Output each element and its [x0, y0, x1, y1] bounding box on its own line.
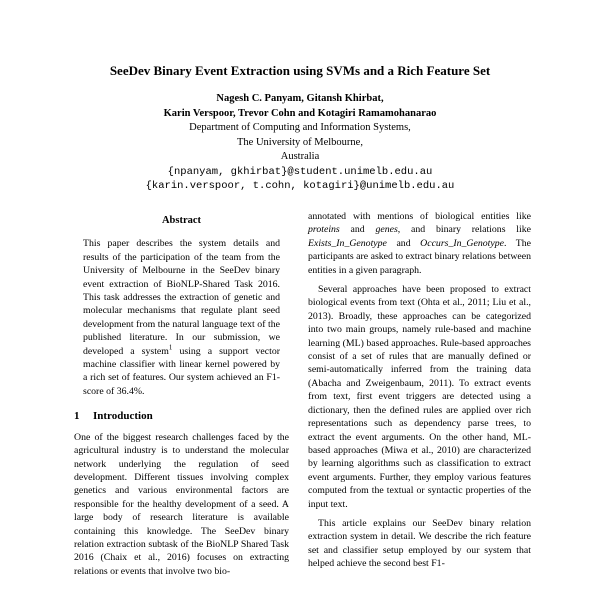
term-genes: genes [375, 224, 398, 236]
affiliation-country: Australia [280, 151, 320, 162]
author-line-1: Nagesh C. Panyam, Gitansh Khirbat, [216, 93, 384, 104]
left-column [74, 210, 289, 578]
author-block [0, 92, 600, 194]
text-run: and [339, 224, 376, 236]
right-column [308, 210, 531, 571]
term-exists-in-genotype: Exists_In_Genotype [308, 237, 387, 249]
section-heading-introduction [74, 410, 289, 423]
text-run: . The participants are asked to extract binary relations between entities in a given paragraph. [308, 237, 532, 276]
abstract-text-continued: using a support vector machine classifier with linear kernel powered by a rich set of features. Our system achieved an F1-score of 36.4%. [83, 345, 280, 397]
paragraph-task-description [308, 210, 531, 277]
section-number: 1 [74, 410, 80, 423]
author-line-2: Karin Verspoor, Trevor Cohn and Kotagiri Ramamohanarao [163, 107, 437, 119]
term-proteins: proteins [308, 224, 340, 236]
paper-title: SeeDev Binary Event Extraction using SVMs and a Rich Feature Set [109, 63, 491, 78]
abstract-body [83, 237, 280, 398]
text-run: annotated with mentions of biological entities like [308, 211, 531, 222]
paragraph-approaches: Several approaches have been proposed to extract biological events from text (Ohta et al., 2011; Liu et al., 2013). Broadly, these approaches can be categorized into two main groups, namely rule-based and machine learning (ML) based approaches. Rule-based approaches consist of a set of rules that are manually defined or semi-automatically inferred from the training data (Abacha and Zweigenbaum, 2011). To extract events from text, first event triggers are detected using a dictionary, then the defined rules are applied over rich representations such as dependency parse trees, to extract the event arguments. On the other hand, ML-based approaches (Miwa et al., 2010) are characterized by learning algorithms such as classification to extract event arguments. Further, they employ various features computed from the textual or syntactic properties of the input text. [308, 284, 531, 510]
abstract-heading: Abstract [161, 215, 202, 226]
abstract-text: This paper describes the system details and results of the participation of the team from the University of Melbourne in the SeeDev binary event extraction of BioNLP-Shared Task 2016. This task addresses the extraction of genetic and molecular mechanisms that regulate plant seed development from the natural language text of the published literature. In our submission, we developed a system [83, 238, 280, 357]
term-occurs-in-genotype: Occurs_In_Genotype [420, 237, 504, 249]
text-run: , and binary relations like [397, 224, 531, 236]
text-run: and [386, 237, 421, 249]
introduction-paragraph: One of the biggest research challenges faced by the agricultural industry is to understand the molecular network underlying the regulation of seed development. Different tissues involving complex genetics and various environmental factors are responsible for the healthy development of a seed. A large body of research literature is available containing this knowledge. The SeeDev binary relation extraction subtask of the BioNLP Shared Task 2016 (Chaix et al., 2016) focuses on extracting relations or events that involve two bio- [74, 431, 289, 577]
paragraph-system-overview: This article explains our SeeDev binary relation extraction system in detail. We describe the rich feature set and classifier setup employed by our system that helped achieve the second best F1- [308, 517, 531, 570]
email-line-2: {karin.verspoor, t.cohn, kotagiri}@unimelb.edu.au [145, 180, 455, 192]
affiliation-university: The University of Melbourne, [237, 136, 363, 148]
footnote-marker: 1 [168, 343, 173, 352]
section-title: Introduction [93, 410, 153, 423]
affiliation-department: Department of Computing and Information Systems, [189, 122, 411, 133]
email-line-1: {npanyam, gkhirbat}@student.unimelb.edu.au [167, 165, 433, 178]
